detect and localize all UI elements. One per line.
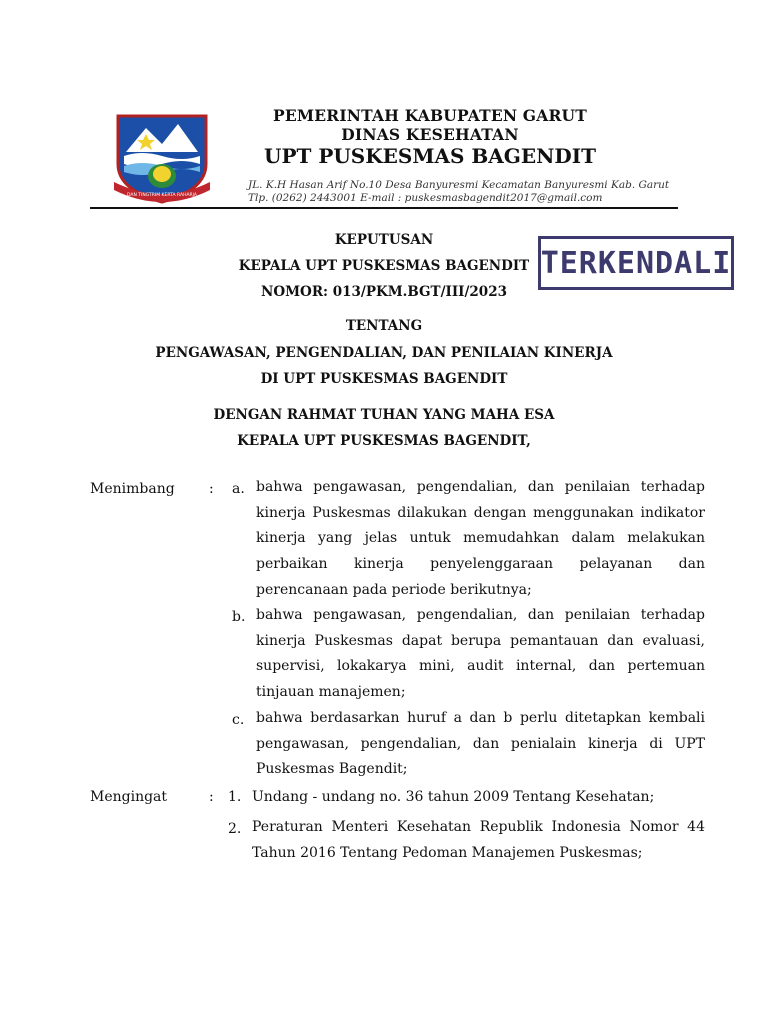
decree-number: NOMOR: 013/PKM.BGT/III/2023: [261, 284, 507, 300]
garut-regency-logo: [112, 110, 212, 206]
decree-subject-line1: PENGAWASAN, PENGENDALIAN, DAN PENILAIAN KINERJA: [155, 345, 613, 361]
menimbang-colon: :: [209, 481, 214, 497]
menimbang-item-a: bahwa pengawasan, pengendalian, dan penilaian terhadap kinerja Puskesmas dilakukan dengan menggunakan indikator kinerja yang jelas untuk memudahkan dalam melakukan perbaikan kinerja penyelenggaraan pelayanan dan perencanaan pada periode berikutnya;: [256, 479, 705, 598]
decree-title: KEPUTUSAN: [334, 232, 434, 248]
menimbang-label: Menimbang: [90, 481, 175, 497]
letterhead-address: JL. K.H Hasan Arif No.10 Desa Banyuresmi Kecamatan Banyuresmi Kab. Garut: [248, 179, 670, 191]
mengingat-colon: :: [209, 789, 214, 805]
mengingat-mark-1: 1.: [228, 789, 242, 805]
preamble-line1: DENGAN RAHMAT TUHAN YANG MAHA ESA: [213, 407, 555, 423]
decree-about-label: TENTANG: [345, 318, 423, 334]
mengingat-label: Mengingat: [90, 789, 168, 805]
letterhead-contact: Tlp. (0262) 2443001 E-mail : puskesmasbagendit2017@gmail.com: [248, 192, 603, 204]
menimbang-item-c: bahwa berdasarkan huruf a dan b perlu ditetapkan kembali pengawasan, pengendalian, dan penialain kinerja di UPT Puskesmas Bagendit;: [256, 710, 705, 778]
menimbang-item-b: bahwa pengawasan, pengendalian, dan penilaian terhadap kinerja Puskesmas dapat berupa pemantauan dan evaluasi, supervisi, lokakarya mini, audit internal, dan pertemuan tinjauan manajemen;: [256, 607, 705, 701]
decree-issuer: KEPALA UPT PUSKESMAS BAGENDIT: [238, 258, 530, 274]
menimbang-mark-c: c.: [232, 712, 245, 728]
preamble-line2: KEPALA UPT PUSKESMAS BAGENDIT,: [237, 433, 531, 449]
stamp-text: TERKENDALI: [540, 245, 732, 281]
logo-motto: DAN TINGTRIM KERTA RAHARJA: [127, 193, 197, 198]
letterhead-agency: DINAS KESEHATAN: [341, 125, 519, 144]
menimbang-mark-a: a.: [232, 481, 245, 497]
mengingat-mark-2: 2.: [228, 821, 242, 837]
letterhead-divider: [90, 207, 678, 209]
mengingat-item-1: Undang - undang no. 36 tahun 2009 Tentang Kesehatan;: [252, 789, 655, 805]
menimbang-mark-b: b.: [232, 609, 246, 625]
mengingat-item-2: Peraturan Menteri Kesehatan Republik Indonesia Nomor 44 Tahun 2016 Tentang Pedoman Manajemen Puskesmas;: [252, 819, 705, 861]
letterhead-institution: UPT PUSKESMAS BAGENDIT: [264, 144, 596, 168]
letterhead-government: PEMERINTAH KABUPATEN GARUT: [273, 106, 587, 125]
decree-subject-line2: DI UPT PUSKESMAS BAGENDIT: [260, 371, 508, 387]
